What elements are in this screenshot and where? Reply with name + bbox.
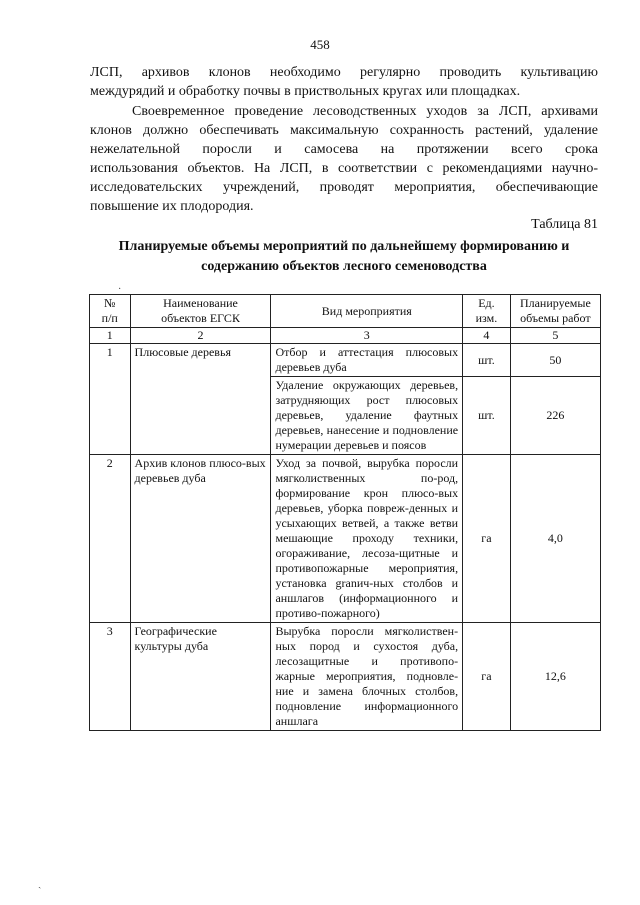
scan-speck: · xyxy=(118,284,122,295)
column-number: 1 xyxy=(90,328,131,344)
row-volume: 4,0 xyxy=(510,455,600,623)
page-number: 458 xyxy=(310,37,330,52)
row-num: 1 xyxy=(90,344,131,455)
column-number-row xyxy=(90,328,601,344)
row-volume: 12,6 xyxy=(510,623,600,731)
row-unit: га xyxy=(463,623,511,731)
header-volume: Планируемые объемы работ xyxy=(510,295,600,328)
column-number: 4 xyxy=(463,328,511,344)
row-activity: Уход за почвой, вырубка поросли мягколиственных по-род, формирование крон плюсо-вых деревьев, уборка повреж-денных и усыхающих ветвей, а также ветви мешающие проходу техники, огораживание, лесоза-щитные и противопожарные мероприятия, установка granич-ных столбов и аншлагов (информационного и противо-пожарного) xyxy=(271,455,463,623)
column-number: 3 xyxy=(271,328,463,344)
text-line: использования объектов. На ЛСП, в соответствии с рекомендациями научно- xyxy=(90,161,598,176)
header-activity: Вид мероприятия xyxy=(271,295,463,328)
row-activity: Отбор и аттестация плюсовых деревьев дуба xyxy=(271,344,463,377)
data-table xyxy=(89,294,601,731)
header-num: № п/п xyxy=(90,295,131,328)
text-line: Своевременное проведение лесоводственных уходов за ЛСП, архивами xyxy=(132,104,598,119)
row-num: 3 xyxy=(90,623,131,731)
text-line: повышение их плодородия. xyxy=(90,199,254,214)
header-unit: Ед. изм. xyxy=(463,295,511,328)
row-volume: 226 xyxy=(510,377,600,455)
column-number: 5 xyxy=(510,328,600,344)
row-num: 2 xyxy=(90,455,131,623)
row-volume: 50 xyxy=(510,344,600,377)
row-name: Архив клонов плюсо-вых деревьев дуба xyxy=(130,455,271,623)
row-name: Плюсовые деревья xyxy=(130,344,271,455)
row-unit: шт. xyxy=(463,344,511,377)
paragraph-continuation xyxy=(90,63,598,101)
table-title-line: содержанию объектов лесного семеноводства xyxy=(201,259,487,274)
scan-speck: ˏ xyxy=(38,878,42,889)
row-activity: Вырубка поросли мягколиствен-ных пород и сухостоя дуба, лесозащитные и противопо-жарные мероприятия, подновле-ние и замена блочных столбов, подновление информационного аншлага xyxy=(271,623,463,731)
column-number: 2 xyxy=(130,328,271,344)
text-line: клонов должно обеспечивать максимальную сохранность растений, удаление xyxy=(90,123,598,138)
row-activity: Удаление окружающих деревьев, затрудняющих рост плюсовых деревьев, удаление фаутных деревьев, нанесение и подновление нумерации деревьев и поясов xyxy=(271,377,463,455)
table-header-row xyxy=(90,295,601,328)
text-line: ЛСП, архивов клонов необходимо регулярно проводить культивацию xyxy=(90,65,598,80)
row-unit: га xyxy=(463,455,511,623)
text-line: исследовательских учреждений, проводят мероприятия, обеспечивающие xyxy=(90,180,598,195)
table-row xyxy=(90,623,601,731)
table-title-line: Планируемые объемы мероприятий по дальнейшему формированию и xyxy=(118,239,570,254)
row-unit: шт. xyxy=(463,377,511,455)
table-title xyxy=(90,237,598,277)
text-line: нежелательной поросли и самосева на протяжении всего срока xyxy=(90,142,598,157)
row-name: Географические культуры дуба xyxy=(130,623,271,731)
table-caption: Таблица 81 xyxy=(531,217,598,232)
paragraph-main xyxy=(90,102,598,216)
table-row xyxy=(90,344,601,377)
text-line: междурядий и обработку почвы в приствольных кругах или площадках. xyxy=(90,84,521,99)
table-row xyxy=(90,455,601,623)
header-name: Наименование объектов ЕГСК xyxy=(130,295,271,328)
